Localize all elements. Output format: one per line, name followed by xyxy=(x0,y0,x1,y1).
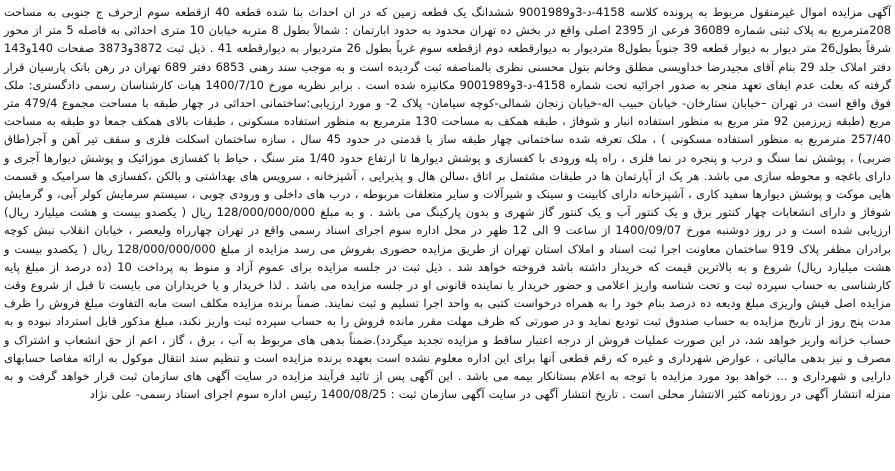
auction-notice-text: آگهی مزایده اموال غیرمنقول مربوط به پرونده کلاسه 4158-د-3و9001989 ششدانگ یک قطعه زمین که در ان احداث بنا شده قطعه 40 ازقطعه سوم ازحرف ج جنوبی به مساحت 208مترمربع به پلاک ثبتی شماره 36089 فرعی از 2395 اصلی واقع در بخش ده تهران محدود به حدود ابارتمان : شمالاً بطول 8 متربه خیابان 10 متری احداثی به فاصله 5 متر از محور شرقاً بطول26 متر دیوار به دیوار قطعه 39 جنوباً بطول8 متردیوار به دیوارقطعه دوم ازقطعه سوم غرباً بطول 26 متردیوار به دیوارقطعه 41 . ذیل ثبت 3872و3873 صفحات 140و143 دفتر املاک جلد 29 بنام آقای مجیدرضا خداویسی مطلق وخانم بتول محسنی نظری بالمناصفه ثبت گردیده است و به موجب سند رهنی 6853 دفتر 689 تهران در رهن بانک پارسیان قرار گرفته که بعلت عدم ایفای تعهد منجر به صدور اجرائیه تحت شماره 4158-د-3و9001989 مکانیزه شده است . برابر نظریه مورخ 1400/7/10 هیات کارشناسان رسمی دادگستری: ملک فوق واقع است در تهران –خیابان ستارخان- خیابان حبیب اله-خیابان زنجان شمالی-کوچه سیامان- پلاک 2- و مورد ارزیابی:ساختمانی احداثی در چهار طبقه با مساحت مجموع 479/4 متر مربع (طبقه زیرزمین 92 متر مربع به منظور استفاده انبار و شوفاژ ، طبقه همکف به مساحت 130 مترمربع به منظور استفاده مسکونی ، طبقات بالای همکف جمعا دو طبقه به مساحت 257/40 مترمربع به منظور استفاده مسکونی ) ، ملک تعرفه شده ساختمانی چهار طبقه ساز با قدمتی در حدود 45 سال ، سازه ساختمان اسکلت فلزی و سقف تیر آهن و آجر(طاق ضربی) ، پوشش نما سنگ و درب و پنجره در نما فلزی ، راه پله ورودی با کفسازی و پوشش دیوارها تا ارتفاع حدود 1/40 متر سنگ ، حیاط با کفسازی موزائیک و پوشش دیوارها آجری و دارای باغچه و محوطه سازی می باشد. هر یک از آپارتمان ها در طبقات مشتمل بر اتاق ،سالن هال و پذیرایی ، آشپزخانه ، سرویس های بهداشتی و بالکن ،کفسازی ها سرامیک و قسمت هایی موکت و پوشش دیوارها سفید کاری ، آشپزخانه دارای کابینت و سینک و شیرآلات و سایر متعلقات مربوطه ، درب های داخلی و ورودی چوبی ، سیستم سرمایش کولر آبی، و گرمایش شوفاژ و دارای انشعابات چهار کنتور برق و یک کنتور آب و یک کنتور گاز شهری و بدون پارکینگ می باشد . و به مبلغ 128/000/000/000 ریال ( یکصدو بیست و هشت میلیارد ریال) ارزیابی شده است و در روز دوشنبه مورخ 1400/09/07 از ساعت 9 الی 12 ظهر در محل اداره سوم اجرای اسناد رسمی واقع در تهران چهارراه ولیعصر ، خیابان انقلاب نبش کوچه برادران مظفر پلاک 919 ساختمان معاونت اجرا ثبت اسناد و املاک استان تهران از طریق مزایده حضوری بفروش می رسد مزایده از مبلغ 128/000/000/000 ریال ( یکصدو بیست و هشت میلیارد ریال) شروع و به بالاترین قیمت که خریدار داشته باشد فروخته خواهد شد . ذیل ثبت در جلسه مزایده برای عموم آزاد و منوط به پرداخت 10 (ده درصد از مبلغ پایه کارشناسی به حساب سپرده ثبت و تحت شناسه واریز اعلامی و حضور خریدار یا نماینده قانونی او در جلسه مزایده می باشد . لذا خریدار و یا خریداران می بایست تا قبل از شروع وقت مزایده اصل فیش واریزی مبلغ ودیعه ده درصد بنام خود را به همراه درخواست کتبی به واحد اجرا تسلیم و ثبت نمایند. ضمناً برنده مزایده مکلف است مابه التفاوت مبلغ فروش را ظرف مدت پنج روز از تاریخ مزایده به حساب صندوق ثبت توديع نمايد و در صورتی که ظرف مهلت مقرر مانده فروش را به حساب سپرده ثبت واریز نکند، مبلغ مذکور قابل استرداد نبوده و به حساب خزانه واریز خواهد شد، در این صورت عملیات فروش از درجه اعتبار ساقط و مزایده تجدید میگردد).ضمناً بدهی های مربوط به آب ، برق ، گاز ، اعم از حق انشعاب و اشتراک و مصرف و نیز بدهی مالیاتی ، عوارض شهرداری و غیره که رقم قطعی آنها برای این اداره معلوم نشده است بعهده برنده مزایده است و تنظیم سند انتقال موکول به ارائه مفاصا حسابهای دارایی و شهرداری و ... خواهد بود مورد مزایده با توجه به اعلام بستانکار بیمه می باشد . این آگهی پس از تائید فرآیند مزایده در سایت آگهی های سازمان ثبت قرار خواهد گرفت و به منزله انتشار آگهی در روزنامه کثیر الانتشار محلی است . تاریخ انتشار آگهی در سایت آگهی سازمان ثبت : 1400/08/25 رئیس اداره سوم اجرای اسناد رسمی- علی نژاد xyxy=(4,5,892,402)
